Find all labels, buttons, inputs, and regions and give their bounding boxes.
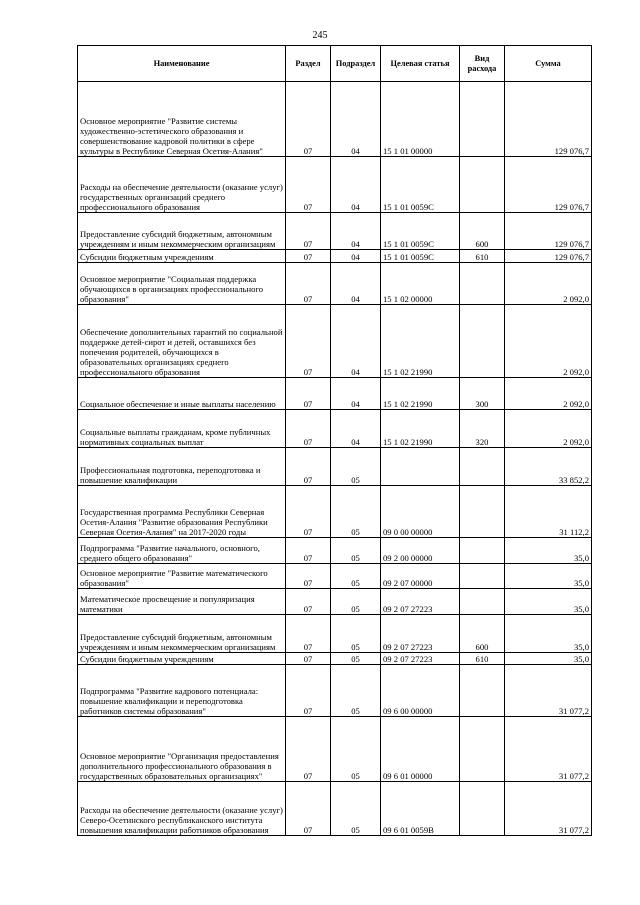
cell-subsection: 04 [331,213,381,250]
cell-expense-type [460,717,505,782]
cell-sum: 2 092,0 [505,305,592,378]
cell-expense-type: 600 [460,615,505,653]
cell-target-article [381,448,460,486]
cell-sum: 35,0 [505,564,592,589]
cell-expense-type [460,538,505,564]
header-name: Наименование [78,46,286,82]
cell-expense-type [460,665,505,717]
cell-name: Математическое просвещение и популяризация математики [78,589,286,615]
header-sum: Сумма [505,46,592,82]
cell-subsection: 05 [331,589,381,615]
cell-section: 07 [286,263,331,305]
cell-name: Предоставление субсидий бюджетным, автономным учреждениям и иным некоммерческим организациям [78,615,286,653]
cell-name: Основное мероприятие "Организация предоставления дополнительного профессионального образования в государственных образовательных организациях" [78,717,286,782]
cell-subsection: 04 [331,263,381,305]
table-row [78,538,592,564]
cell-expense-type [460,157,505,213]
cell-name: Предоставление субсидий бюджетным, автономным учреждениям и иным некоммерческим организациям [78,213,286,250]
cell-subsection: 05 [331,665,381,717]
cell-name: Субсидии бюджетным учреждениям [78,250,286,263]
cell-sum: 35,0 [505,589,592,615]
cell-section: 07 [286,717,331,782]
cell-target-article: 15 1 01 00000 [381,82,460,157]
cell-sum: 129 076,7 [505,82,592,157]
cell-name: Субсидии бюджетным учреждениям [78,653,286,665]
cell-name: Основное мероприятие "Социальная поддержка обучающихся в организациях профессионального образования" [78,263,286,305]
cell-name: Социальное обеспечение и иные выплаты населению [78,378,286,410]
cell-subsection: 04 [331,250,381,263]
cell-name: Подпрограмма "Развитие кадрового потенциала: повышение квалификации и переподготовка работников системы образования" [78,665,286,717]
cell-name: Расходы на обеспечение деятельности (оказание услуг) государственных организаций среднего профессионального образования [78,157,286,213]
cell-subsection: 04 [331,82,381,157]
cell-target-article: 09 2 07 27223 [381,615,460,653]
cell-subsection: 05 [331,782,381,836]
cell-sum: 35,0 [505,615,592,653]
header-subsection: Подраздел [331,46,381,82]
cell-sum: 35,0 [505,653,592,665]
cell-sum: 129 076,7 [505,213,592,250]
cell-name: Профессиональная подготовка, переподготовка и повышение квалификации [78,448,286,486]
table-row [78,250,592,263]
cell-name: Основное мероприятие "Развитие математического образования" [78,564,286,589]
cell-section: 07 [286,213,331,250]
cell-subsection: 04 [331,378,381,410]
cell-name: Обеспечение дополнительных гарантий по социальной поддержке детей-сирот и детей, оставшихся без попечения родителей, обучающихся в образовательных организациях среднего профессионального образования [78,305,286,378]
cell-expense-type [460,782,505,836]
cell-section: 07 [286,782,331,836]
cell-subsection: 05 [331,564,381,589]
cell-name: Расходы на обеспечение деятельности (оказание услуг) Северо-Осетинского республиканского института повышения квалификации работников образования [78,782,286,836]
cell-target-article: 09 0 00 00000 [381,486,460,538]
cell-section: 07 [286,410,331,448]
cell-target-article: 15 1 02 21990 [381,305,460,378]
table-row [78,305,592,378]
table-row [78,157,592,213]
cell-sum: 35,0 [505,538,592,564]
cell-subsection: 05 [331,486,381,538]
table-row [78,653,592,665]
cell-subsection: 05 [331,615,381,653]
cell-section: 07 [286,486,331,538]
table-row [78,486,592,538]
cell-subsection: 05 [331,538,381,564]
table-header-row [78,46,592,82]
cell-section: 07 [286,82,331,157]
header-target-article: Целевая статья [381,46,460,82]
cell-expense-type [460,82,505,157]
table-row [78,378,592,410]
cell-section: 07 [286,378,331,410]
cell-name: Подпрограмма "Развитие начального, основного, среднего общего образования" [78,538,286,564]
cell-expense-type: 610 [460,250,505,263]
cell-target-article: 15 1 01 0059С [381,250,460,263]
table-row [78,589,592,615]
cell-sum: 31 077,2 [505,717,592,782]
cell-section: 07 [286,538,331,564]
cell-target-article: 15 1 02 21990 [381,410,460,448]
table-row [78,564,592,589]
table-row [78,717,592,782]
cell-section: 07 [286,305,331,378]
cell-subsection: 05 [331,653,381,665]
cell-sum: 2 092,0 [505,263,592,305]
table-row [78,615,592,653]
cell-section: 07 [286,589,331,615]
cell-section: 07 [286,250,331,263]
table-row [78,82,592,157]
cell-section: 07 [286,615,331,653]
cell-sum: 129 076,7 [505,250,592,263]
cell-expense-type [460,263,505,305]
cell-target-article: 09 2 07 27223 [381,589,460,615]
cell-target-article: 09 2 00 00000 [381,538,460,564]
cell-target-article: 15 1 02 21990 [381,378,460,410]
cell-name: Основное мероприятие "Развитие системы художественно-эстетического образования и совершенствование кадровой политики в сфере культуры в Республике Северная Осетия-Алания" [78,82,286,157]
cell-subsection: 04 [331,305,381,378]
header-section: Раздел [286,46,331,82]
cell-subsection: 05 [331,717,381,782]
cell-expense-type: 600 [460,213,505,250]
cell-section: 07 [286,564,331,589]
cell-sum: 31 077,2 [505,665,592,717]
cell-section: 07 [286,653,331,665]
cell-expense-type: 610 [460,653,505,665]
cell-subsection: 04 [331,410,381,448]
table-row [78,782,592,836]
cell-sum: 33 852,2 [505,448,592,486]
cell-subsection: 04 [331,157,381,213]
cell-target-article: 09 2 07 00000 [381,564,460,589]
cell-sum: 31 112,2 [505,486,592,538]
cell-target-article: 09 6 00 00000 [381,665,460,717]
cell-target-article: 15 1 02 00000 [381,263,460,305]
cell-sum: 2 092,0 [505,410,592,448]
cell-expense-type [460,589,505,615]
cell-target-article: 09 6 01 00000 [381,717,460,782]
cell-sum: 2 092,0 [505,378,592,410]
budget-table [77,45,592,836]
cell-expense-type [460,564,505,589]
cell-expense-type: 320 [460,410,505,448]
cell-expense-type [460,305,505,378]
header-expense-type: Вид расхода [460,46,505,82]
cell-sum: 31 077,2 [505,782,592,836]
cell-target-article: 09 6 01 0059В [381,782,460,836]
cell-target-article: 15 1 01 0059С [381,157,460,213]
table-row [78,263,592,305]
cell-target-article: 09 2 07 27223 [381,653,460,665]
cell-name: Государственная программа Республики Северная Осетия-Алания "Развитие образования Республики Северная Осетия-Алания" на 2017-2020 годы [78,486,286,538]
cell-section: 07 [286,157,331,213]
table-row [78,665,592,717]
cell-sum: 129 076,7 [505,157,592,213]
cell-target-article: 15 1 01 0059С [381,213,460,250]
cell-section: 07 [286,665,331,717]
cell-section: 07 [286,448,331,486]
cell-subsection: 05 [331,448,381,486]
page-number: 245 [312,30,328,41]
cell-name: Социальные выплаты гражданам, кроме публичных нормативных социальных выплат [78,410,286,448]
table-row [78,213,592,250]
table-body [78,82,592,836]
table-row [78,448,592,486]
cell-expense-type: 300 [460,378,505,410]
cell-expense-type [460,448,505,486]
cell-expense-type [460,486,505,538]
table-row [78,410,592,448]
